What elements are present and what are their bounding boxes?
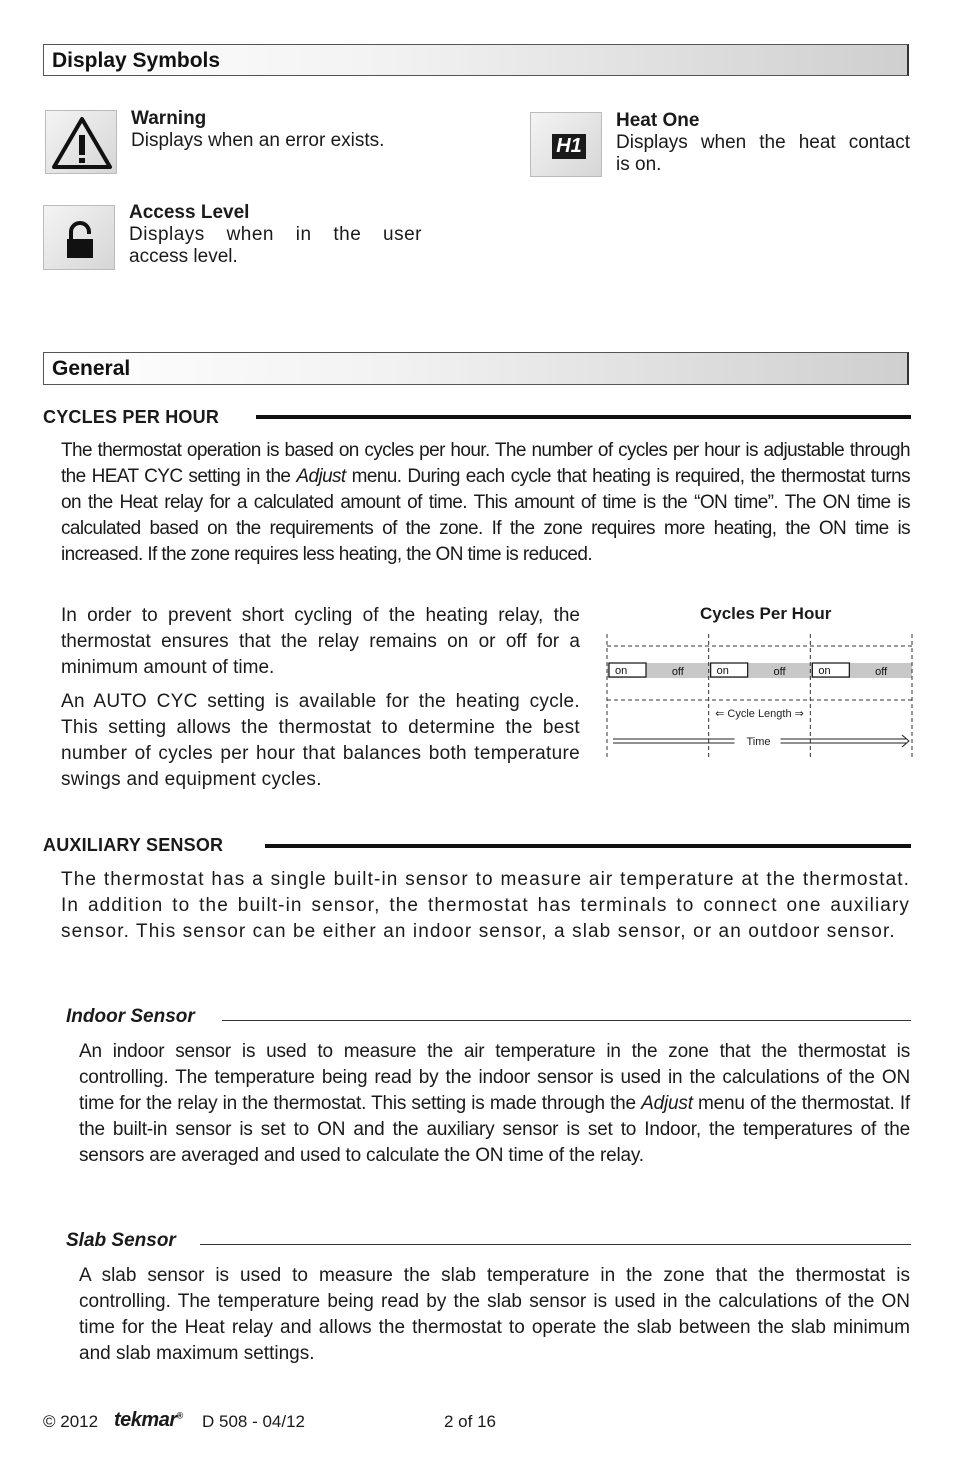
indoor-paragraph	[79, 1039, 910, 1169]
warning-symbol-info	[131, 108, 461, 152]
chart-on-label: on	[818, 665, 831, 677]
heading-rule	[265, 844, 911, 848]
warning-title: Warning	[131, 108, 207, 129]
lock-icon	[43, 205, 115, 270]
chart-off-label: off	[875, 666, 888, 678]
cycles-p1-text: The thermostat operation is based on cycles per hour. The number of cycles per hour is adjustable through the HEAT CYC setting in the	[61, 440, 910, 487]
heading-rule	[222, 1020, 911, 1021]
chart-on-label: on	[615, 665, 628, 677]
slab-heading: Slab Sensor	[66, 1230, 176, 1251]
heat-one-symbol-info	[616, 110, 916, 176]
slab-paragraph: A slab sensor is used to measure the slab temperature in the zone that the thermostat is controlling. The temperature being read by the slab sensor is used in the calculations of the ON time for the Heat relay and allows the thermostat to operate the slab between the slab minimum and slab maximum settings.	[79, 1265, 910, 1364]
chart-band	[607, 663, 912, 678]
cycles-chart	[605, 630, 915, 760]
heat-one-title: Heat One	[616, 110, 700, 131]
access-desc-line2: access level.	[129, 246, 238, 267]
footer-doc-number: D 508 - 04/12	[202, 1412, 306, 1431]
cycles-paragraph-3: An AUTO CYC setting is available for the heating cycle. This setting allows the thermostat to determine the best number of cycles per hour that balances both temperature swings and equipment cycles.	[61, 691, 580, 790]
section-title: General	[52, 357, 131, 380]
footer-copyright: © 2012	[43, 1412, 99, 1431]
footer-page-number: 2 of 16	[444, 1412, 496, 1431]
chart-time-label: Time	[746, 736, 771, 748]
indoor-heading: Indoor Sensor	[66, 1006, 195, 1027]
aux-paragraph: The thermostat has a single built-in sensor to measure air temperature at the thermostat. In addition to the built-in sensor, the thermostat has terminals to connect one auxiliary sensor. This sensor can be either an indoor sensor, a slab sensor, or an outdoor sensor.	[61, 869, 910, 942]
access-desc-line1: Displays when in the user	[129, 224, 422, 245]
access-title: Access Level	[129, 202, 250, 223]
section-title: Display Symbols	[52, 49, 221, 72]
aux-heading: AUXILIARY SENSOR	[43, 835, 224, 855]
indoor-text-end: menu of the thermostat. If the built-in sensor is set to ON and the auxiliary sensor is set to Indoor, the temperatures of the sensors are averaged and used to calculate the ON time of the relay.	[79, 1093, 911, 1166]
chart-off-label: off	[773, 666, 786, 678]
tekmar-logo	[114, 1409, 183, 1432]
indoor-italic: Adjust	[641, 1093, 693, 1114]
registered-mark: ®	[176, 1410, 183, 1421]
cycles-p1-italic: Adjust	[296, 466, 346, 487]
cycles-heading: CYCLES PER HOUR	[43, 407, 220, 427]
heat-one-desc-line2: is on.	[616, 154, 662, 175]
section-header-display-symbols	[43, 44, 909, 76]
chart-time-arrow-head	[902, 735, 909, 747]
warning-desc: Displays when an error exists.	[131, 130, 385, 151]
heading-rule	[200, 1244, 911, 1245]
chart-title: Cycles Per Hour	[700, 604, 832, 623]
cycles-paragraph-1	[61, 438, 910, 568]
heat-one-icon	[530, 112, 602, 177]
heading-rule	[256, 415, 911, 419]
heat-one-icon-text: H1	[552, 134, 586, 159]
cycles-paragraph-2: In order to prevent short cycling of the heating relay, the thermostat ensures that the relay remains on or off for a minimum amount of time.	[61, 605, 580, 678]
chart-on-label: on	[716, 665, 729, 677]
warning-icon	[45, 110, 117, 174]
chart-cycle-length-label: ⇐ Cycle Length ⇒	[715, 708, 804, 720]
heat-one-desc-line1: Displays when the heat contact	[616, 132, 910, 153]
chart-off-label: off	[671, 666, 684, 678]
brand-name: tekmar	[114, 1409, 177, 1431]
cycles-p1-text-end: menu. During each cycle that heating is required, the thermostat turns on the Heat relay for a calculated amount of time. This amount of time is the “ON time”. The ON time is calculated based on the requirements of the zone. If the zone requires more heating, the ON time is increased. If the zone requires less heating, the ON time is reduced.	[61, 466, 910, 565]
section-header-general	[43, 352, 909, 385]
access-symbol-info	[129, 202, 422, 268]
indoor-text: An indoor sensor is used to measure the air temperature in the zone that the thermostat is controlling. The temperature being read by the indoor sensor is used in the calculations of the ON time for the relay in the thermostat. This setting is made through the	[79, 1041, 910, 1114]
